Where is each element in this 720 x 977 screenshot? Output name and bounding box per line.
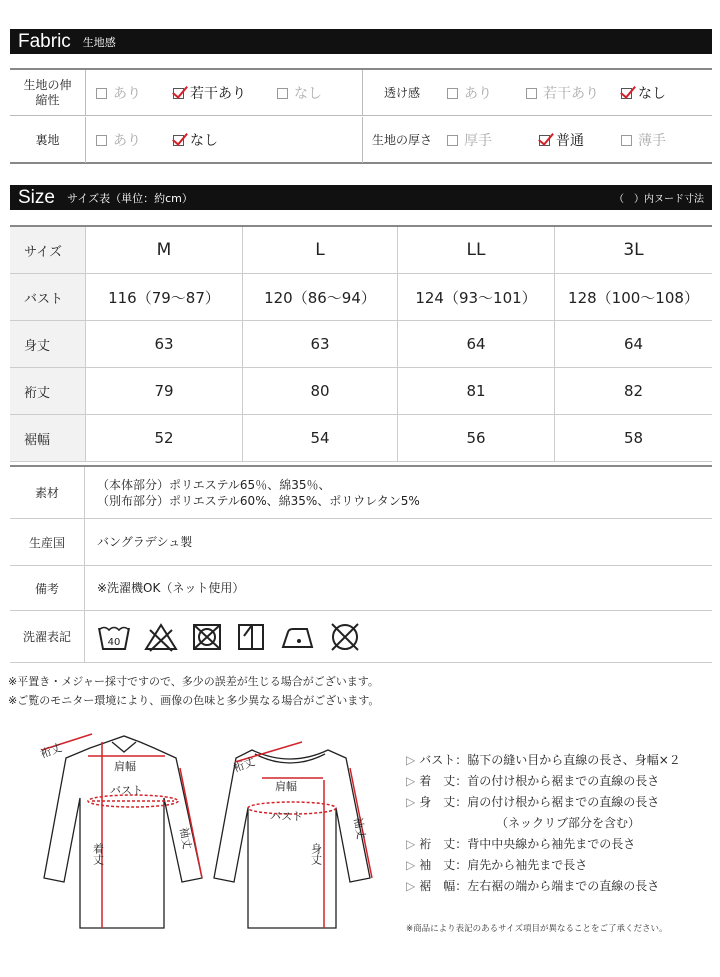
table-header-cell: サイズ [10,227,85,273]
diagram-label-bust: バスト [270,810,303,823]
table-header-cell: M [85,227,242,273]
table-header-cell: 3L [554,227,712,273]
diagram-label-shoulder: 肩幅 [275,780,297,793]
triangle-icon: ▷ [406,795,416,809]
table-cell: 63 [85,321,242,367]
triangle-icon: ▷ [406,774,416,788]
table-row [10,274,712,321]
fabric-row [10,117,712,163]
table-cell: 82 [554,368,712,414]
sleeve-measure-line [180,768,202,878]
line-dry-icon [236,622,266,652]
table-row [10,415,712,462]
table-cell: 裾幅 [10,415,85,461]
fabric-subtitle: 生地感 [82,35,116,49]
sheer-option: あり [447,70,492,116]
lining-label: 裏地 [35,132,60,147]
diagram-label-sleeve: 袖丈 [351,816,368,841]
table-cell: 54 [242,415,397,461]
material-label: 素材 [10,467,85,518]
origin-label: 生産国 [10,519,85,565]
legend-item: ▷ 身 丈：肩の付け根から裾までの直線の長さ [406,795,660,809]
table-cell: バスト [10,274,85,320]
sheer-option: 若干あり [526,70,599,116]
triangle-icon: ▷ [406,753,416,767]
checkbox-icon [96,135,107,146]
care-label: 洗濯表記 [10,611,85,662]
info-row-remarks [10,566,712,611]
triangle-icon: ▷ [406,837,416,851]
table-row [10,368,712,415]
note-line: ※平置き・メジャー採寸ですので、多少の誤差が生じる場合がございます。 [8,675,379,688]
remarks-label: 備考 [10,566,85,610]
checkbox-icon [447,135,458,146]
lining-option: あり [96,117,141,163]
table-cell: 124（93〜101） [397,274,554,320]
note-line: ※ご覧のモニター環境により、画像の色味と多少異なる場合がございます。 [8,694,380,707]
thickness-option: 普通 [539,117,584,163]
table-row [10,321,712,368]
no-dry-clean-icon [328,621,362,653]
thickness-label: 生地の厚さ [371,132,432,147]
material-value: （本体部分）ポリエステル65％、綿35％、 （別布部分）ポリエステル60%、綿35%、ポリウレタン5% [97,477,420,508]
legend-item: ▷ 着 丈：首の付け根から裾までの直線の長さ [406,774,660,788]
stretch-option: あり [96,70,141,116]
size-title: Size [18,186,55,208]
table-cell: 80 [242,368,397,414]
legend-item-continuation: （ネックリブ部分を含む） [496,816,641,830]
stretch-label: 生地の伸縮性 [23,78,72,107]
table-header-cell: L [242,227,397,273]
info-row-care [10,611,712,663]
table-cell: 81 [397,368,554,414]
lining-option: なし [173,117,218,163]
triangle-icon: ▷ [406,879,416,893]
legend-item: ▷ バスト：脇下の縫い目から直線の長さ、身幅×２ [406,753,681,767]
fabric-header-bar [10,29,712,54]
table-cell: 120（86〜94） [242,274,397,320]
info-row-origin [10,519,712,566]
stretch-option: 若干あり [173,70,246,116]
sheer-label: 透け感 [383,85,420,100]
measurement-diagram [30,728,390,958]
nude-size-note: （ ）内ヌード寸法 [614,194,704,205]
table-cell: 58 [554,415,712,461]
checkbox-icon [621,135,632,146]
diagram-label-sleeve: 袖丈 [177,826,194,851]
table-cell: 64 [397,321,554,367]
checkbox-icon [447,88,458,99]
diagram-label-bust: バスト [110,784,143,797]
diagram-label-shoulder: 肩幅 [114,760,136,773]
checkbox-icon [96,88,107,99]
no-bleach-icon [144,622,178,652]
thickness-option: 薄手 [621,117,666,163]
legend-item: ▷ 裄 丈：背中中央線から袖先までの長さ [406,837,636,851]
remarks-value: ※洗濯機OK（ネット使用） [97,581,245,595]
checkbox-icon [526,88,537,99]
fabric-row [10,70,712,116]
diagram-label-length: 着丈 [91,843,105,865]
size-subtitle: サイズ表（単位：約cm） [66,191,193,205]
disclaimer-notes [8,672,379,710]
legend-item: ▷ 裾 幅：左右裾の端から端までの直線の長さ [406,879,660,893]
table-cell: 128（100〜108） [554,274,712,320]
thickness-option: 厚手 [447,117,492,163]
size-table [10,225,712,462]
iron-low-icon [279,622,315,652]
sheer-option: なし [621,70,666,116]
diagram-label-yuki: 裄丈 [231,755,257,775]
measurement-legend [406,750,681,897]
table-cell: 裄丈 [10,368,85,414]
checkbox-icon [277,88,288,99]
table-cell: 79 [85,368,242,414]
info-row-material [10,467,712,519]
diagram-label-yuki: 裄丈 [38,741,64,761]
table-cell: 63 [242,321,397,367]
checkbox-icon [173,135,184,146]
triangle-icon: ▷ [406,858,416,872]
size-header-bar [10,185,712,210]
table-cell: 56 [397,415,554,461]
wash-tub-40-icon [97,622,131,652]
legend-item: ▷ 袖 丈：肩先から袖先まで長さ [406,858,588,872]
checkbox-icon [173,88,184,99]
table-header-row [10,227,712,274]
table-cell: 64 [554,321,712,367]
stretch-option: なし [277,70,322,116]
no-tumble-dry-icon [191,622,223,652]
fabric-title: Fabric [18,30,71,52]
care-symbols [85,611,362,662]
shirt-crew-illustration [214,750,370,928]
table-cell: 116（79〜87） [85,274,242,320]
footnote: ※商品により表記のあるサイズ項目が異なることをご了承ください。 [406,924,668,934]
table-cell: 身丈 [10,321,85,367]
fabric-table [10,68,712,164]
origin-value: バングラデシュ製 [97,535,193,549]
checkbox-icon [621,88,632,99]
product-info-table [10,465,712,663]
diagram-label-body-length: 身丈 [309,843,323,865]
table-header-cell: LL [397,227,554,273]
checkbox-icon [539,135,550,146]
table-cell: 52 [85,415,242,461]
svg-text:40: 40 [107,636,121,648]
